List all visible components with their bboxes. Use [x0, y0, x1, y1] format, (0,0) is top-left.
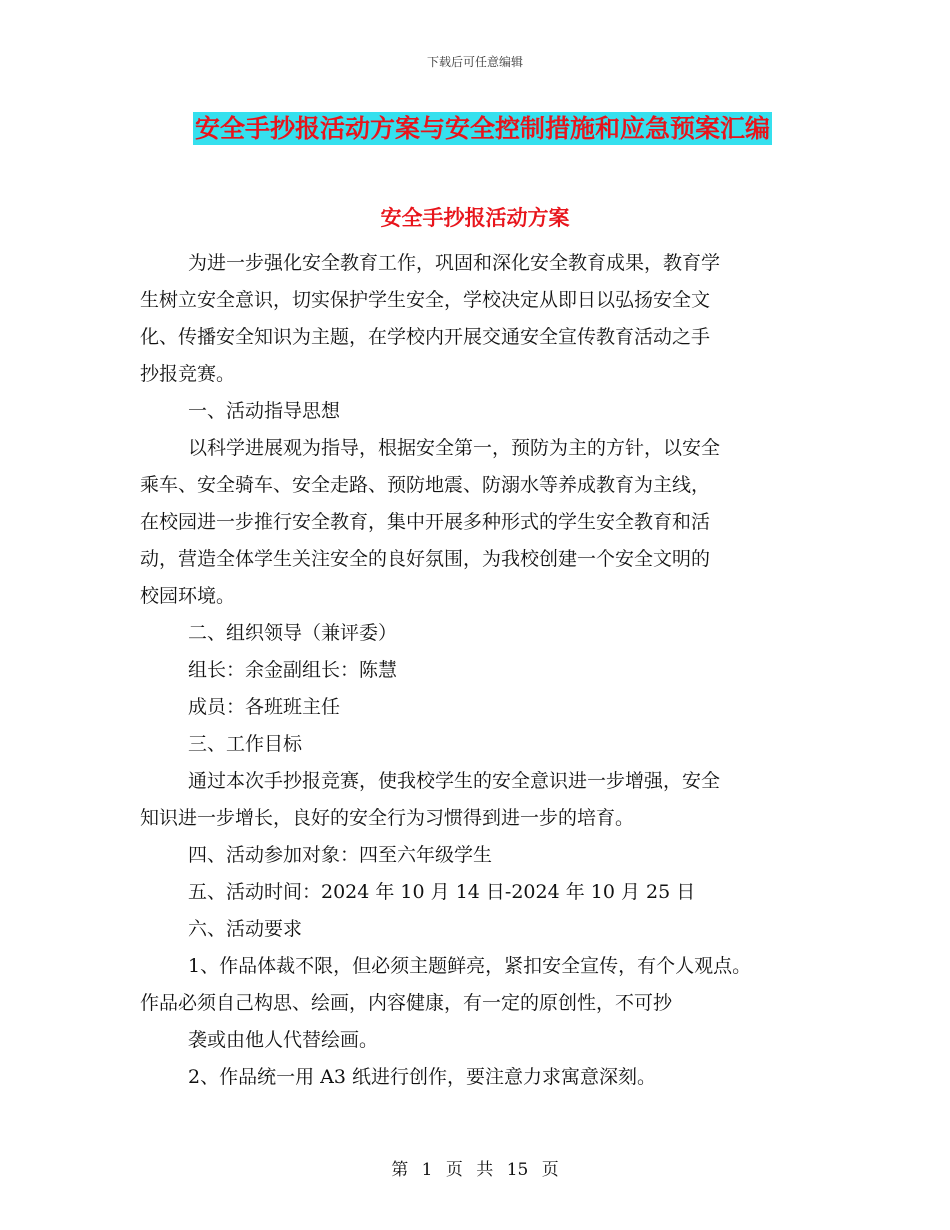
- footer-page-label: 页: [445, 1160, 463, 1180]
- paragraph-line: 2、作品统一用 A3 纸进行创作，要注意力求寓意深刻。: [188, 1066, 656, 1088]
- section-title: 安全手抄报活动方案: [380, 206, 570, 230]
- paragraph-line: 五、活动时间：2024 年 10 月 14 日-2024 年 10 月 25 日: [188, 881, 696, 903]
- document-body: [140, 245, 810, 1096]
- total-page-count: 15: [506, 1160, 529, 1180]
- paragraph-line: 动，营造全体学生关注安全的良好氛围，为我校创建一个安全文明的: [140, 548, 711, 570]
- paragraph-line: 化、传播安全知识为主题，在学校内开展交通安全宣传教育活动之手: [140, 326, 711, 348]
- paragraph-line: 在校园进一步推行安全教育，集中开展多种形式的学生安全教育和活: [140, 511, 711, 533]
- paragraph-line: 抄报竞赛。: [140, 363, 236, 385]
- paragraph-line: 以科学进展观为指导，根据安全第一，预防为主的方针，以安全: [188, 437, 721, 459]
- document-main-title: 安全手抄报活动方案与安全控制措施和应急预案汇编: [195, 114, 771, 143]
- paragraph-line: 知识进一步增长，良好的安全行为习惯得到进一步的培育。: [140, 807, 635, 829]
- footer-suffix: 页: [541, 1160, 559, 1180]
- paragraph-line: 二、组织领导（兼评委）: [188, 622, 398, 644]
- paragraph-line: 三、工作目标: [188, 733, 303, 755]
- paragraph-line: 四、活动参加对象：四至六年级学生: [188, 844, 493, 866]
- paragraph-line: 成员：各班班主任: [188, 696, 341, 718]
- paragraph-line: 乘车、安全骑车、安全走路、预防地震、防溺水等养成教育为主线，: [140, 474, 711, 496]
- header-note: 下载后可任意编辑: [426, 55, 523, 69]
- paragraph-line: 一、活动指导思想: [188, 400, 341, 422]
- current-page-number: 1: [421, 1160, 433, 1180]
- footer-total-label: 共: [476, 1160, 494, 1180]
- paragraph-line: 作品必须自己构思、绘画，内容健康，有一定的原创性，不可抄: [140, 992, 673, 1014]
- paragraph-line: 校园环境。: [140, 585, 236, 607]
- paragraph-line: 六、活动要求: [188, 918, 303, 940]
- paragraph-line: 通过本次手抄报竞赛，使我校学生的安全意识进一步增强，安全: [188, 770, 721, 792]
- page-footer: [0, 1155, 950, 1180]
- paragraph-line: 袭或由他人代替绘画。: [188, 1029, 379, 1051]
- paragraph-line: 组长：余金副组长：陈慧: [188, 659, 398, 681]
- paragraph-line: 1、作品体裁不限，但必须主题鲜亮，紧扣安全宣传，有个人观点。: [188, 955, 752, 977]
- paragraph-line: 生树立安全意识，切实保护学生安全，学校决定从即日以弘扬安全文: [140, 289, 711, 311]
- paragraph-line: 为进一步强化安全教育工作，巩固和深化安全教育成果，教育学: [188, 252, 721, 274]
- footer-prefix: 第: [391, 1160, 409, 1180]
